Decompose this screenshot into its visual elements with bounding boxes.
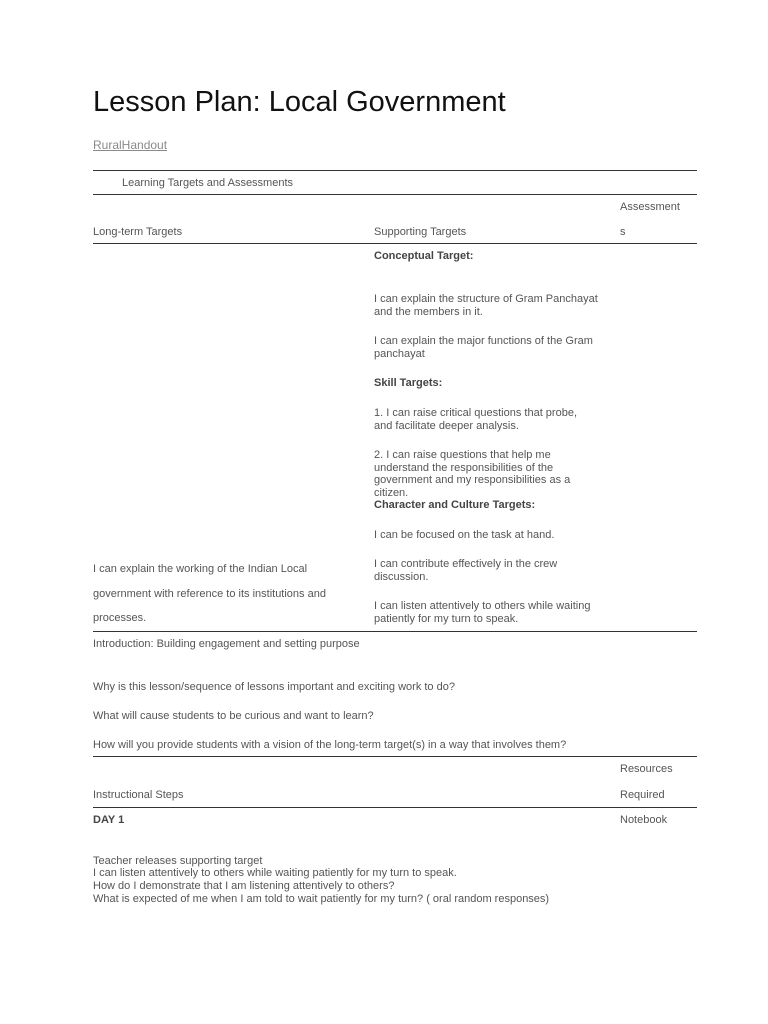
header-rule (93, 243, 697, 244)
skill-heading: Skill Targets: (374, 377, 443, 389)
character-item: I can be focused on the task at hand. (374, 529, 555, 541)
character-heading: Character and Culture Targets: (374, 499, 536, 511)
conceptual-item: I can explain the structure of Gram Panchayat and the members in it. (374, 293, 598, 318)
conceptual-item: I can explain the major functions of the Gram panchayat (374, 335, 593, 360)
skill-item: 2. I can raise questions that help me understand the responsibilities of the government and my responsibilities as a citizen. (374, 449, 571, 499)
resources-header-wrap: Required (620, 789, 665, 801)
section-title: Learning Targets and Assessments (122, 177, 294, 189)
instruction-step: What is expected of me when I am told to wait patiently for my turn? ( oral random responses) (93, 893, 550, 905)
long-term-header: Long-term Targets (93, 226, 183, 238)
assessments-header-wrap: s (620, 226, 626, 238)
skill-item: 1. I can raise critical questions that probe, and facilitate deeper analysis. (374, 407, 577, 432)
introduction-question: How will you provide students with a vision of the long-term target(s) in a way that involves them? (93, 739, 567, 751)
introduction-heading: Introduction: Building engagement and setting purpose (93, 638, 360, 650)
instructional-top-rule (93, 756, 697, 757)
page-title: Lesson Plan: Local Government (93, 86, 506, 118)
resources-header: Resources (620, 763, 673, 775)
assessments-header: Assessment (620, 201, 680, 213)
instruction-step: Teacher releases supporting target (93, 855, 263, 867)
table-bottom-rule (93, 631, 697, 632)
instruction-step: How do I demonstrate that I am listening attentively to others? (93, 880, 395, 892)
long-term-target-line: processes. (93, 612, 147, 624)
section-title-rule (93, 194, 697, 195)
long-term-target-line: I can explain the working of the Indian Local (93, 563, 308, 575)
character-item: I can contribute effectively in the crew discussion. (374, 558, 558, 583)
resource-item: Notebook (620, 814, 668, 826)
introduction-question: What will cause students to be curious and want to learn? (93, 710, 374, 722)
instruction-step: I can listen attentively to others while waiting patiently for my turn to speak. (93, 867, 457, 879)
introduction-question: Why is this lesson/sequence of lessons important and exciting work to do? (93, 681, 455, 693)
instructional-header-rule (93, 807, 697, 808)
character-item: I can listen attentively to others while waiting patiently for my turn to speak. (374, 600, 591, 625)
day-label: DAY 1 (93, 814, 125, 826)
long-term-target-line: government with reference to its institutions and (93, 588, 326, 600)
author-link[interactable]: RuralHandout (93, 138, 168, 152)
supporting-header: Supporting Targets (374, 226, 467, 238)
table-top-rule (93, 170, 697, 171)
instructional-steps-header: Instructional Steps (93, 789, 184, 801)
conceptual-heading: Conceptual Target: (374, 250, 474, 262)
